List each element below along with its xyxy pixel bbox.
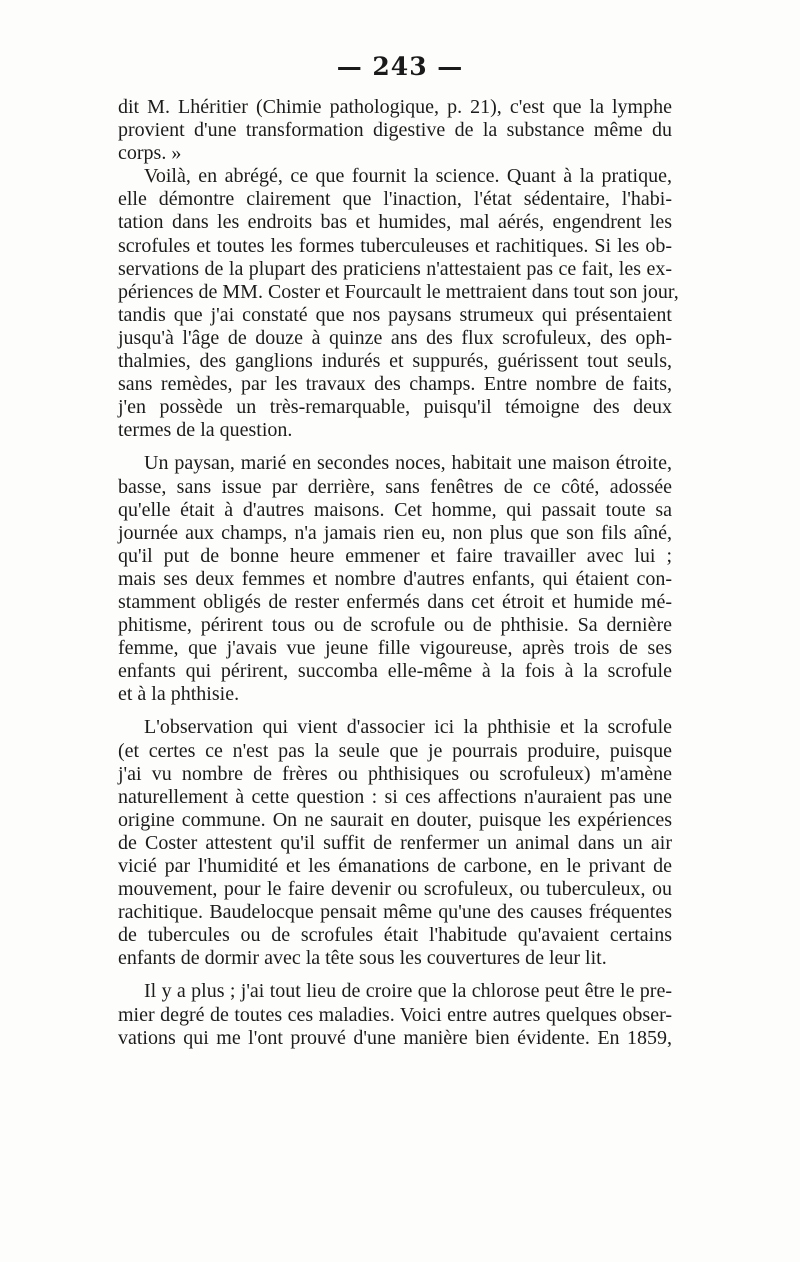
text-line: origine commune. On ne saurait en douter, puisque les expériences (118, 808, 672, 831)
text-line: de tubercules ou de scrofules était l'habitude qu'avaient certains (118, 924, 672, 947)
text-line: L'observation qui vient d'associer ici la phthisie et la scrofule (144, 716, 672, 739)
body-text (118, 96, 679, 1050)
paragraph (118, 716, 672, 970)
text-line: corps. » (118, 142, 182, 165)
text-line: jusqu'à l'âge de douze à quinze ans des flux scrofuleux, des oph- (118, 326, 672, 349)
page-number: — 243 — (336, 52, 464, 81)
text-line: mouvement, pour le faire devenir ou scrofuleux, ou tuberculeux, ou (118, 878, 672, 901)
text-line: (et certes ce n'est pas la seule que je pourrais produire, puisque (118, 739, 672, 762)
text-line: mais ses deux femmes et nombre d'autres enfants, qui étaient con- (118, 567, 672, 590)
paragraph (118, 96, 672, 165)
text-line: vicié par l'humidité et les émanations de carbone, en le privant de (118, 855, 672, 877)
text-line: rachitique. Baudelocque pensait même qu'une des causes fréquentes (118, 901, 672, 924)
text-line: femme, que j'avais vue jeune fille vigoureuse, après trois de ses (118, 637, 672, 660)
text-line: Voilà, en abrégé, ce que fournit la science. Quant à la pratique, (144, 165, 672, 188)
text-line: phitisme, périrent tous ou de scrofule ou de phthisie. Sa dernière (118, 614, 672, 637)
text-line: provient d'une transformation digestive de la substance même du (118, 119, 672, 142)
text-line: thalmies, des ganglions indurés et suppurés, guérissent tout seuls, (118, 350, 672, 373)
text-line: tandis que j'ai constaté que nos paysans strumeux qui présentaient (118, 303, 672, 326)
text-line: scrofules et toutes les formes tuberculeuses et rachitiques. Si les ob- (118, 234, 672, 257)
text-line: termes de la question. (118, 419, 293, 442)
text-line: Il y a plus ; j'ai tout lieu de croire que la chlorose peut être le pre- (144, 980, 672, 1003)
text-line: basse, sans issue par derrière, sans fenêtres de ce côté, adossée (118, 475, 672, 498)
text-line: qu'elle était à d'autres maisons. Cet homme, qui passait toute sa (118, 498, 672, 521)
text-line: j'en possède un très-remarquable, puisqu'il témoigne des deux (118, 396, 672, 419)
paragraph (118, 165, 679, 442)
paragraph (118, 980, 672, 1049)
text-line: servations de la plupart des praticiens n'attestaient pas ce fait, les ex- (118, 257, 672, 280)
text-line: naturellement à cette question : si ces affections n'auraient pas une (118, 785, 672, 808)
text-line: tation dans les endroits bas et humides, mal aérés, engendrent les (118, 211, 672, 234)
text-line: elle démontre clairement que l'inaction, l'état sédentaire, l'habi- (118, 188, 672, 211)
text-line: sans remèdes, par les travaux des champs. Entre nombre de faits, (118, 373, 672, 396)
text-line: périences de MM. Coster et Fourcault le mettraient dans tout son jour, (118, 280, 679, 303)
text-line: Un paysan, marié en secondes noces, habitait une maison étroite, (144, 452, 672, 475)
paragraph (118, 452, 672, 706)
text-line: journée aux champs, n'a jamais rien eu, non plus que son fils aîné, (118, 521, 672, 544)
text-line: enfants de dormir avec la tête sous les couvertures de leur lit. (118, 947, 607, 970)
text-line: stamment obligés de rester enfermés dans cet étroit et humide mé- (118, 590, 672, 613)
text-line: dit M. Lhéritier (Chimie pathologique, p. 21), c'est que la lymphe (118, 96, 672, 118)
text-line: de Coster attestent qu'il suffit de renfermer un animal dans un air (118, 831, 672, 854)
text-line: mier degré de toutes ces maladies. Voici entre autres quelques obser- (118, 1003, 672, 1026)
text-line: j'ai vu nombre de frères ou phthisiques ou scrofuleux) m'amène (118, 762, 672, 785)
text-line: et à la phthisie. (118, 683, 240, 706)
text-line: qu'il put de bonne heure emmener et faire travailler avec lui ; (118, 544, 672, 567)
text-line: vations qui me l'ont prouvé d'une manière bien évidente. En 1859, (118, 1026, 672, 1049)
text-line: enfants qui périrent, succomba elle-même à la fois à la scrofule (118, 660, 672, 683)
